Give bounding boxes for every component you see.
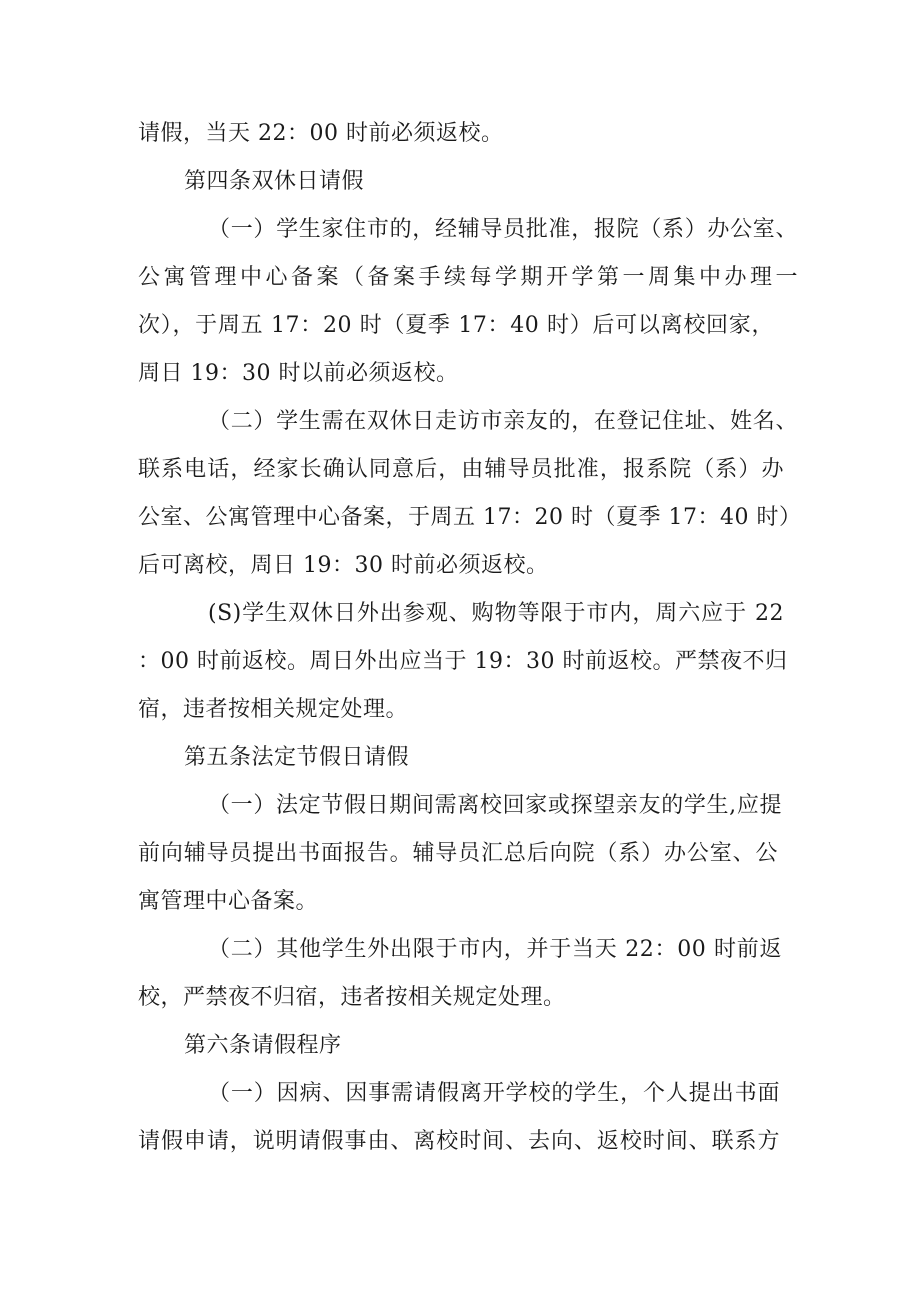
- article-4-heading: 第四条双休日请假: [184, 169, 365, 194]
- text-line-21: （一）因病、因事需请假离开学校的学生，个人提出书面: [208, 1081, 780, 1106]
- text-line-16: 前向辅导员提出书面报告。辅导员汇总后向院（系）办公室、公: [138, 841, 778, 866]
- text-line-6: 周日 19：30 时以前必须返校。: [138, 361, 459, 386]
- text-line-11: (S)学生双休日外出参观、购物等限于市内，周六应于 22: [208, 601, 784, 626]
- text-line-3: （一）学生家住市的，经辅导员批准，报院（系）办公室、: [208, 217, 798, 242]
- text-line-22: 请假申请，说明请假事由、离校时间、去向、返校时间、联系方: [138, 1129, 780, 1154]
- text-line-12: ：00 时前返校。周日外出应当于 19：30 时前返校。严禁夜不归: [138, 649, 788, 674]
- text-line-13: 宿，违者按相关规定处理。: [138, 697, 409, 722]
- text-line-18: （二）其他学生外出限于市内，并于当天 22：00 时前返: [208, 937, 782, 962]
- text-line-4: 公寓管理中心备案（备案手续每学期开学第一周集中办理一: [138, 265, 798, 290]
- text-line-8: 联系电话，经家长确认同意后，由辅导员批准，报系院（系）办: [138, 457, 784, 482]
- text-line-10: 后可离校，周日 19：30 时前必须返校。: [138, 553, 549, 578]
- text-line-7: （二）学生需在双休日走访市亲友的，在登记住址、姓名、: [208, 409, 798, 434]
- article-6-heading: 第六条请假程序: [184, 1033, 342, 1058]
- article-5-heading: 第五条法定节假日请假: [184, 745, 410, 770]
- text-line-9: 公室、公寓管理中心备案，于周五 17：20 时（夏季 17：40 时）: [138, 505, 802, 530]
- text-line-19: 校，严禁夜不归宿，违者按相关规定处理。: [138, 985, 566, 1010]
- text-line-15: （一）法定节假日期间需离校回家或探望亲友的学生,应提: [208, 793, 782, 818]
- text-line-1: 请假，当天 22：00 时前必须返校。: [138, 121, 504, 146]
- text-line-5: 次），于周五 17：20 时（夏季 17：40 时）后可以离校回家，: [138, 313, 774, 338]
- text-line-17: 寓管理中心备案。: [138, 889, 319, 914]
